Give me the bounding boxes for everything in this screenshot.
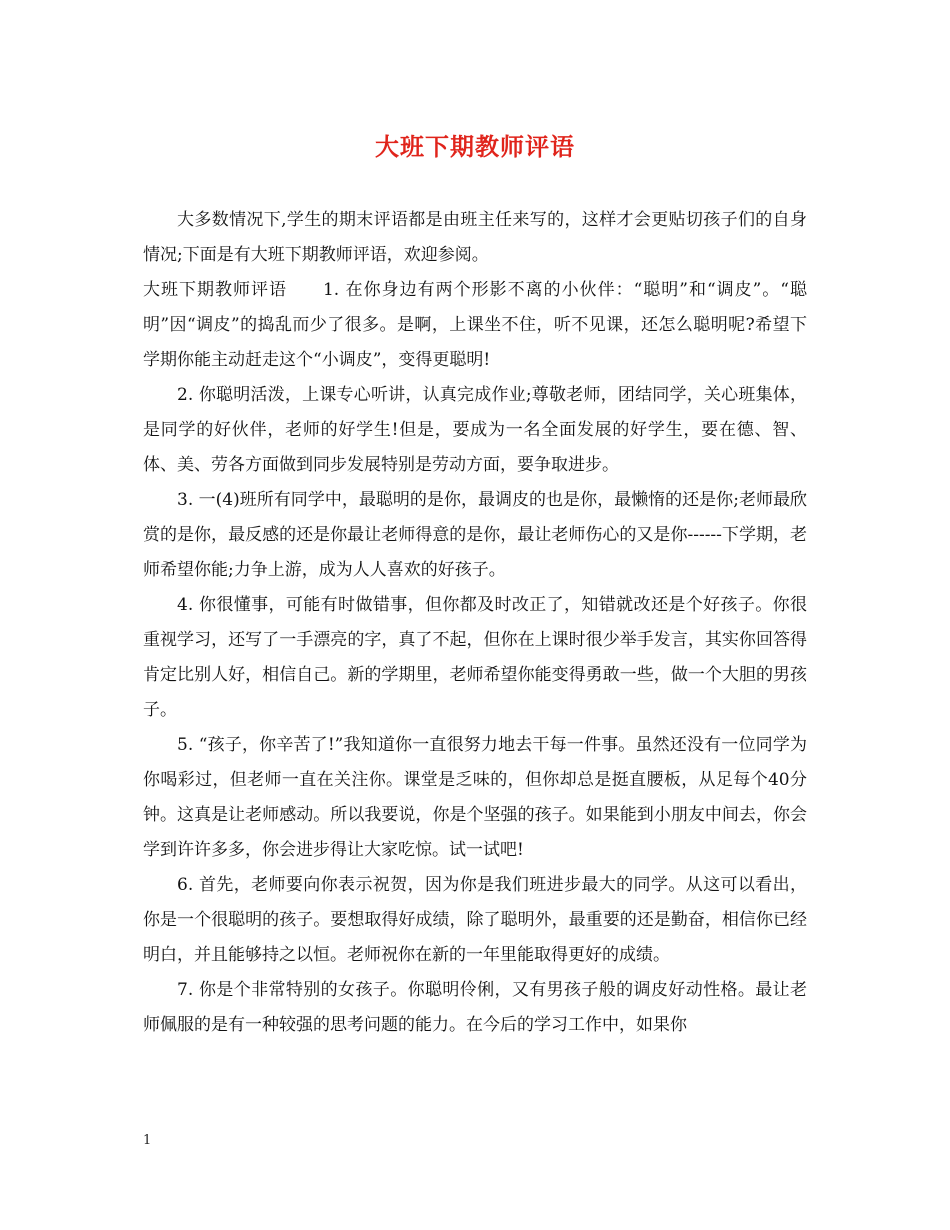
page-number: 1 <box>143 1133 152 1148</box>
comment-paragraph-1: 大班下期教师评语 1. 在你身边有两个形影不离的小伙伴：“聪明”和“调皮”。“聪明”因“调皮”的捣乱而少了很多。是啊，上课坐不住，听不见课，还怎么聪明呢?希望下学期你能主动赶走这个“小调皮”，变得更聪明! <box>143 280 807 370</box>
comment-paragraph-7: 7. 你是个非常特别的女孩子。你聪明伶俐，又有男孩子般的调皮好动性格。最让老师佩服的是有一种较强的思考问题的能力。在今后的学习工作中，如果你 <box>143 980 807 1035</box>
intro-paragraph: 大多数情况下,学生的期末评语都是由班主任来写的，这样才会更贴切孩子们的自身情况;下面是有大班下期教师评语，欢迎参阅。 <box>143 210 807 265</box>
comment-paragraph-2: 2. 你聪明活泼，上课专心听讲，认真完成作业;尊敬老师，团结同学，关心班集体，是同学的好伙伴，老师的好学生!但是，要成为一名全面发展的好学生，要在德、智、体、美、劳各方面做到同步发展特别是劳动方面，要争取进步。 <box>143 385 807 475</box>
comment-paragraph-6: 6. 首先，老师要向你表示祝贺，因为你是我们班进步最大的同学。从这可以看出，你是一个很聪明的孩子。要想取得好成绩，除了聪明外，最重要的还是勤奋，相信你已经明白，并且能够持之以恒。老师祝你在新的一年里能取得更好的成绩。 <box>143 875 807 965</box>
comment-paragraph-4: 4. 你很懂事，可能有时做错事，但你都及时改正了，知错就改还是个好孩子。你很重视学习，还写了一手漂亮的字，真了不起，但你在上课时很少举手发言，其实你回答得肯定比别人好，相信自己。新的学期里，老师希望你能变得勇敢一些，做一个大胆的男孩子。 <box>143 595 807 720</box>
document-title: 大班下期教师评语 <box>375 132 575 161</box>
comment-paragraph-3: 3. 一(4)班所有同学中，最聪明的是你，最调皮的也是你，最懒惰的还是你;老师最欣赏的是你，最反感的还是你最让老师得意的是你，最让老师伤心的又是你------下学期，老师希望你能;力争上游，成为人人喜欢的好孩子。 <box>143 490 807 580</box>
comment-paragraph-5: 5. “孩子，你辛苦了!”我知道你一直很努力地去干每一件事。虽然还没有一位同学为你喝彩过，但老师一直在关注你。课堂是乏味的，但你却总是挺直腰板，从足每个40分钟。这真是让老师感动。所以我要说，你是个坚强的孩子。如果能到小朋友中间去，你会学到许许多多，你会进步得让大家吃惊。试一试吧! <box>143 735 807 860</box>
document-body <box>143 203 807 1043</box>
